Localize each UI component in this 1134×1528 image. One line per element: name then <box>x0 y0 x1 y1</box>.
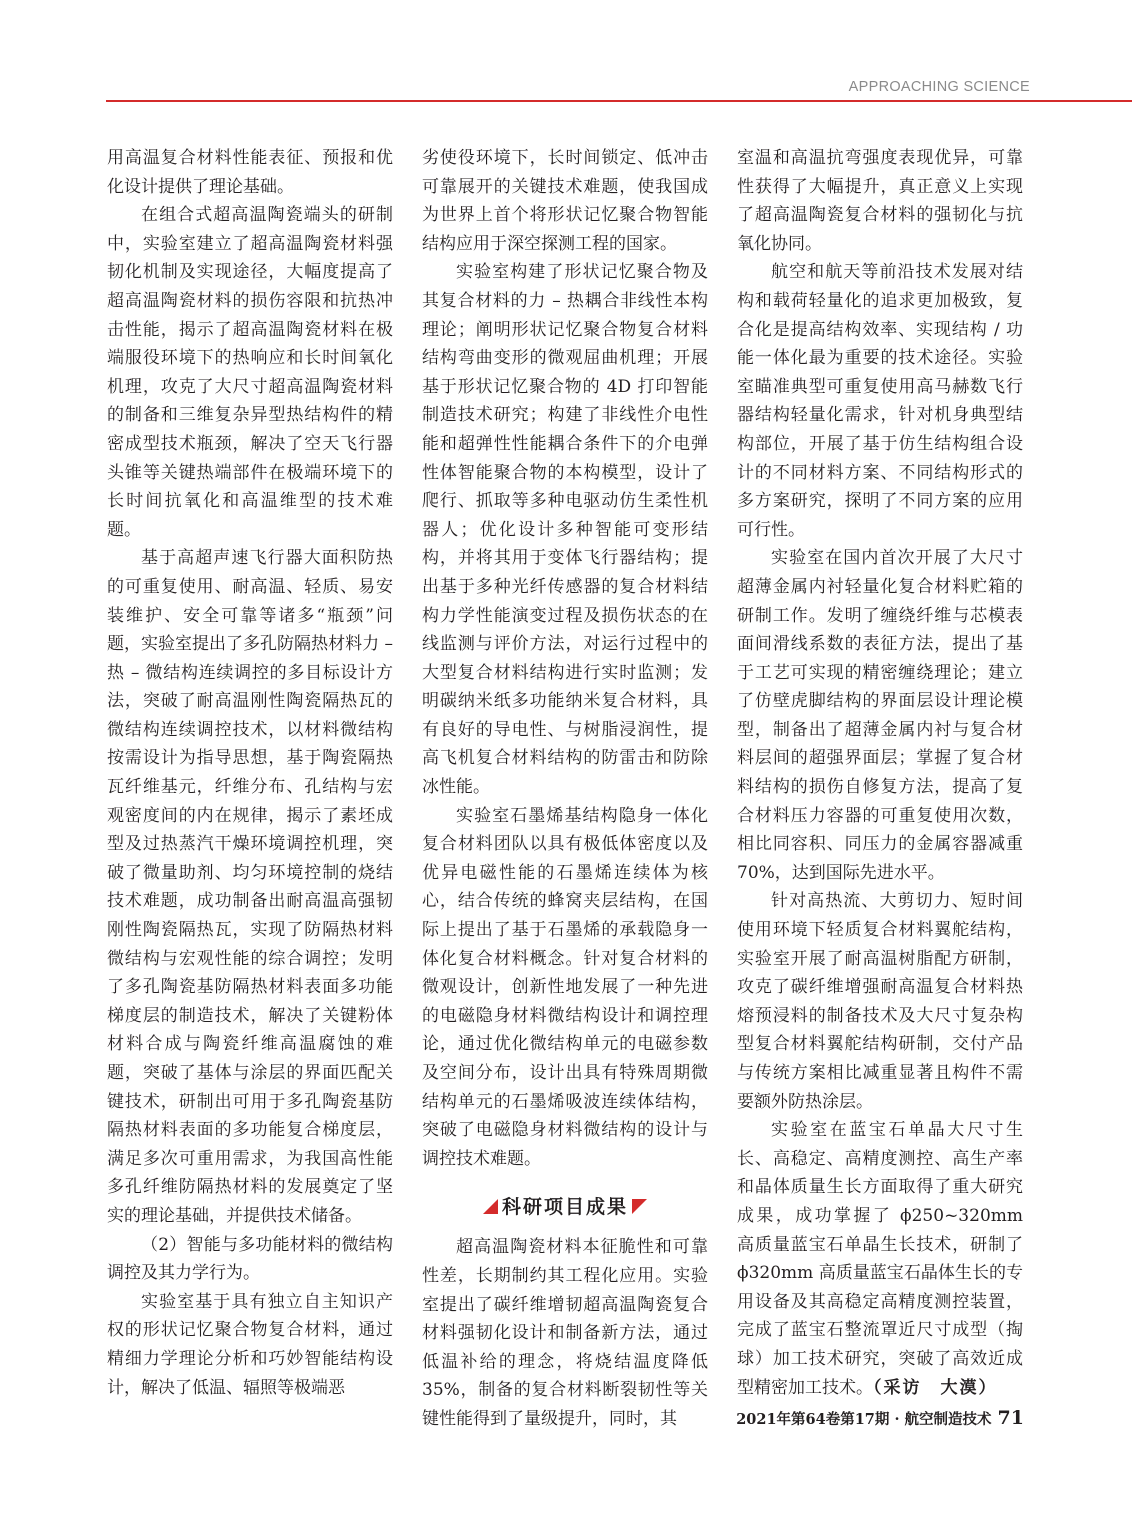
interview-signoff: （采访 大漠） <box>873 1377 998 1398</box>
paragraph: 实验室基于具有独立自主知识产权的形状记忆聚合物复合材料，通过精细力学理论分析和巧妙智能结构设计，解决了低温、辐照等极端恶 <box>107 1291 393 1398</box>
paragraph: 室温和高温抗弯强度表现优异，可靠性获得了大幅提升，真正意义上实现了超高温陶瓷复合材料的强韧化与抗氧化协同。 <box>737 148 1023 254</box>
paragraph-text: 实验室在蓝宝石单晶大尺寸生长、高稳定、高精度测控、高生产率和晶体质量生长方面取得了重大研究成果，成功掌握了 ϕ250~320mm 高质量蓝宝石单晶生长技术，研制了 ϕ320mm 高质量蓝宝石晶体生长的专用设备及其高稳定高精度测控装置，完成了蓝宝石整流罩近尺寸成型（掏球）加工技术研究，突破了高效近成型精密加工技术。 <box>737 1120 1023 1398</box>
section-heading-text: 科研项目成果 <box>501 1196 628 1219</box>
page-footer <box>736 1407 1024 1429</box>
paragraph: 实验室构建了形状记忆聚合物及其复合材料的力 – 热耦合非线性本构理论；阐明形状记忆聚合物复合材料结构弯曲变形的微观屈曲机理；开展基于形状记忆聚合物的 4D 打印智能制造技术研究；构建了非线性介电性能和超弹性性能耦合条件下的介电弹性体智能聚合物的本构模型，设计了爬行、抓取等多种电驱动仿生柔性机器人；优化设计多种智能可变形结构，并将其用于变体飞行器结构；提出基于多种光纤传感器的复合材料结构力学性能演变过程及损伤状态的在线监测与评价方法，对运行过程中的大型复合材料结构进行实时监测；发明碳纳米纸多功能纳米复合材料，具有良好的导电性、与树脂浸润性，提高飞机复合材料结构的防雷击和防除冰性能。 <box>422 262 708 798</box>
paragraph: 针对高热流、大剪切力、短时间使用环境下轻质复合材料翼舵结构，实验室开展了耐高温树脂配方研制，攻克了碳纤维增强耐高温复合材料热熔预浸料的制备技术及大尺寸复杂构型复合材料翼舵结构研制，交付产品与传统方案相比减重显著且构件不需要额外防热涂层。 <box>737 891 1023 1112</box>
paragraph <box>737 1116 1023 1402</box>
paragraph: 航空和航天等前沿技术发展对结构和载荷轻量化的追求更加极致，复合化是提高结构效率、实现结构 / 功能一体化最为重要的技术途径。实验室瞄准典型可重复使用高马赫数飞行器结构轻量化需求，针对机身典型结构部位，开展了基于仿生结构组合设计的不同材料方案、不同结构形式的多方案研究，探明了不同方案的应用可行性。 <box>737 262 1023 540</box>
running-header: APPROACHING SCIENCE <box>848 79 1030 95</box>
paragraph: 劣使役环境下，长时间锁定、低冲击可靠展开的关键技术难题，使我国成为世界上首个将形状记忆聚合物智能结构应用于深空探测工程的国家。 <box>422 148 708 254</box>
paragraph: 实验室石墨烯基结构隐身一体化复合材料团队以具有极低体密度以及优异电磁性能的石墨烯连续体为核心，结合传统的蜂窝夹层结构，在国际上提出了基于石墨烯的承载隐身一体化复合材料概念。针对复合材料的微观设计，创新性地发展了一种先进的电磁隐身材料微结构设计和调控理论，通过优化微结构单元的电磁参数及空间分布，设计出具有特殊周期微结构单元的石墨烯吸波连续体结构，突破了电磁隐身材料微结构的设计与调控技术难题。 <box>422 805 708 1169</box>
paragraph: 用高温复合材料性能表征、预报和优化设计提供了理论基础。 <box>107 148 393 197</box>
paragraph: 实验室在国内首次开展了大尺寸超薄金属内衬轻量化复合材料贮箱的研制工作。发明了缠绕纤维与芯模表面间滑线系数的表征方法，提出了基于工艺可实现的精密缠绕理论；建立了仿壁虎脚结构的界面层设计理论模型，制备出了超薄金属内衬与复合材料层间的超强界面层；掌握了复合材料结构的损伤自修复方法，提高了复合材料压力容器的可重复使用次数，相比同容积、同压力的金属容器减重 70%，达到国际先进水平。 <box>737 548 1023 883</box>
page-number: 71 <box>997 1407 1024 1429</box>
text-column-3 <box>737 144 1023 1402</box>
journal-issue: 2021年第64卷第17期 · 航空制造技术 <box>736 1411 992 1428</box>
text-column-1 <box>107 144 393 1402</box>
paragraph: 在组合式超高温陶瓷端头的研制中，实验室建立了超高温陶瓷材料强韧化机制及实现途径，大幅度提高了超高温陶瓷材料的损伤容限和抗热冲击性能，揭示了超高温陶瓷材料在极端服役环境下的热响应和长时间氧化机理，攻克了大尺寸超高温陶瓷材料的制备和三维复杂异型热结构件的精密成型技术瓶颈，解决了空天飞行器头锥等关键热端部件在极端环境下的长时间抗氧化和高温维型的技术难题。 <box>107 205 393 540</box>
paragraph: 超高温陶瓷材料本征脆性和可靠性差，长期制约其工程化应用。实验室提出了碳纤维增韧超高温陶瓷复合材料强韧化设计和制备新方法，通过低温补给的理念，将烧结温度降低 35%，制备的复合材料断裂韧性等关键性能得到了量级提升，同时，其 <box>422 1237 708 1429</box>
sub-heading: （2）智能与多功能材料的微结构调控及其力学行为。 <box>107 1234 393 1284</box>
text-column-2 <box>422 144 708 1434</box>
section-heading <box>422 1193 708 1221</box>
triangle-left-icon <box>483 1199 498 1214</box>
header-rule <box>106 100 1132 102</box>
triangle-right-icon <box>632 1199 647 1214</box>
paragraph: 基于高超声速飞行器大面积防热的可重复使用、耐高温、轻质、易安装维护、安全可靠等诸多“瓶颈”问题，实验室提出了多孔防隔热材料力 – 热 – 微结构连续调控的多目标设计方法，突破了耐高温刚性陶瓷隔热瓦的微结构连续调控技术，以材料微结构按需设计为指导思想，基于陶瓷隔热瓦纤维基元，纤维分布、孔结构与宏观密度间的内在规律，揭示了素坯成型及过热蒸汽干燥环境调控机理，突破了微量助剂、均匀环境控制的烧结技术难题，成功制备出耐高温高强韧刚性陶瓷隔热瓦，实现了防隔热材料微结构与宏观性能的综合调控；发明了多孔陶瓷基防隔热材料表面多功能梯度层的制造技术，解决了关键粉体材料合成与陶瓷纤维高温腐蚀的难题，突破了基体与涂层的界面匹配关键技术，研制出可用于多孔陶瓷基防隔热材料表面的多功能复合梯度层，满足多次可重用需求，为我国高性能多孔纤维防隔热材料的发展奠定了坚实的理论基础，并提供技术储备。 <box>107 548 393 1226</box>
